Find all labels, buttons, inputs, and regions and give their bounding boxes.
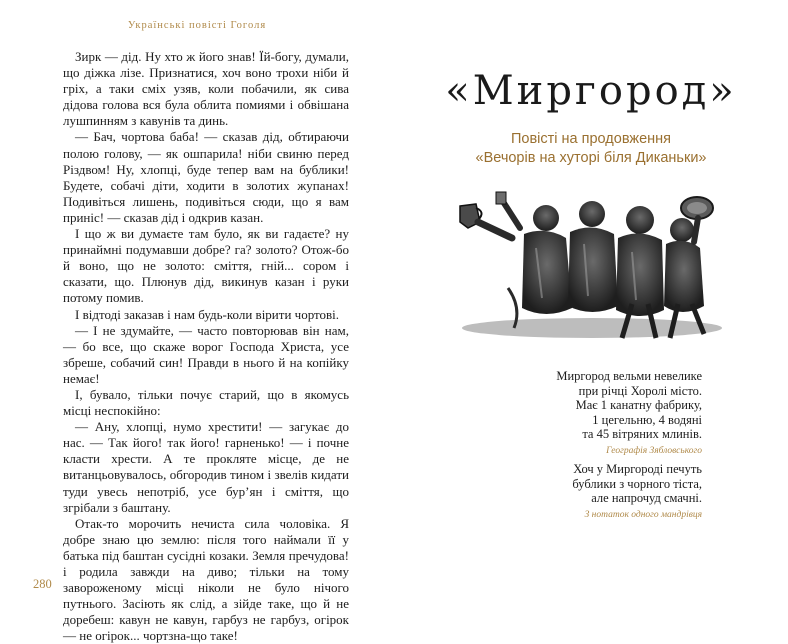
subtitle-line: «Вечорів на хуторі біля Диканьки» xyxy=(475,150,707,166)
epigraph-line: при річці Хоролі місто. xyxy=(578,383,702,398)
paragraph: — І не здумайте, — часто повторював він нам, — бо все, що скаже ворог Господа Христа, усе збреше, собачий син! Правди в нього й на копійку немає! xyxy=(63,322,349,386)
epigraph-line: Хоч у Миргороді печуть xyxy=(573,462,702,476)
paragraph: — Ану, хлопці, нумо хрестити! — загукає до нас. — Так його! так його! гарненько! — і почне класти хрести. А те прокляте місце, де не витанцьовувалось, обгородив тином і звелів кидати туди увесь непотріб, усе бур’ян і сміття, що згрібали з баштану. xyxy=(63,419,349,515)
epigraph-line: Має 1 канатну фабрику, xyxy=(575,398,702,413)
epigraph-attribution: Географія Зябловського xyxy=(606,445,702,456)
cossacks-engraving-image xyxy=(442,178,742,348)
page-number: 280 xyxy=(33,577,52,591)
epigraph-traveler xyxy=(572,462,702,522)
epigraph-attribution: З нотаток одного мандрівця xyxy=(584,509,702,520)
epigraph-line: та 45 вітряних млинів. xyxy=(582,427,702,442)
paragraph: І, бувало, тільки почує старий, що в якомусь місці неспокійно: xyxy=(63,386,349,419)
right-page xyxy=(394,0,788,634)
subtitle-line: Повісті на продовження xyxy=(510,131,671,147)
epigraph-line: 1 цегельню, 4 водяні xyxy=(592,412,702,427)
paragraph: І що ж ви думаєте там було, як ви гадаєте? ну принаймні подумавши добре? га? золото? Отож-бо й воно, що не золото: сміття, гній... сором і сказати, що. Плюнув дід, викинув казан і руки потому помив. xyxy=(63,226,349,306)
running-head: Українські повісті Гоголя xyxy=(127,20,267,31)
epigraph-line: бублики з чорного тіста, xyxy=(572,476,702,491)
epigraph-line: але напрочуд смачні. xyxy=(591,491,702,506)
cossacks-illustration xyxy=(442,178,742,348)
paragraph: І відтоді заказав і нам будь-коли вірити чортові. xyxy=(75,306,340,322)
paragraph: — Бач, чортова баба! — сказав дід, обтираючи полою голову, — як ошпарила! ніби свиню перед Різдвом! Ну, хлопці, буде тепер вам на бублики! Будете, собачі діти, ходити в золотих жупанах! Подивіться лишень, подивіться сюди, що я вам приніс! — сказав дід і одкрив казан. xyxy=(63,129,349,225)
epigraph-geography xyxy=(556,369,702,459)
epigraph-line: Миргород вельми невелике xyxy=(556,369,702,383)
chapter-title: «Миргород» xyxy=(445,68,737,114)
chapter-subtitle xyxy=(394,130,788,168)
paragraph: Зирк — дід. Ну хто ж його знав! Їй-богу, думали, що діжка лізе. Признатися, хоч воно трохи ніби й гріх, а таки сміх узяв, коли побачили, як сива дідова голова вся була облита помиями і обвішана лушпинням з кавунів та динь. xyxy=(63,49,349,129)
body-text xyxy=(63,49,349,644)
paragraph: Отак-то морочить нечиста сила чоловіка. Я добре знаю цю землю: після того наймали її у батька під баштан сусідні козаки. Земля пречудова! і родила завжди на диво; тільки на тому завороженому місці ніколи не було нічого путнього. Засіють як слід, а зійде таке, що й не доребеш: кавун не кавун, гарбуз не гарбуз, огірок — не огірок... чортзна-що таке! xyxy=(63,515,349,644)
